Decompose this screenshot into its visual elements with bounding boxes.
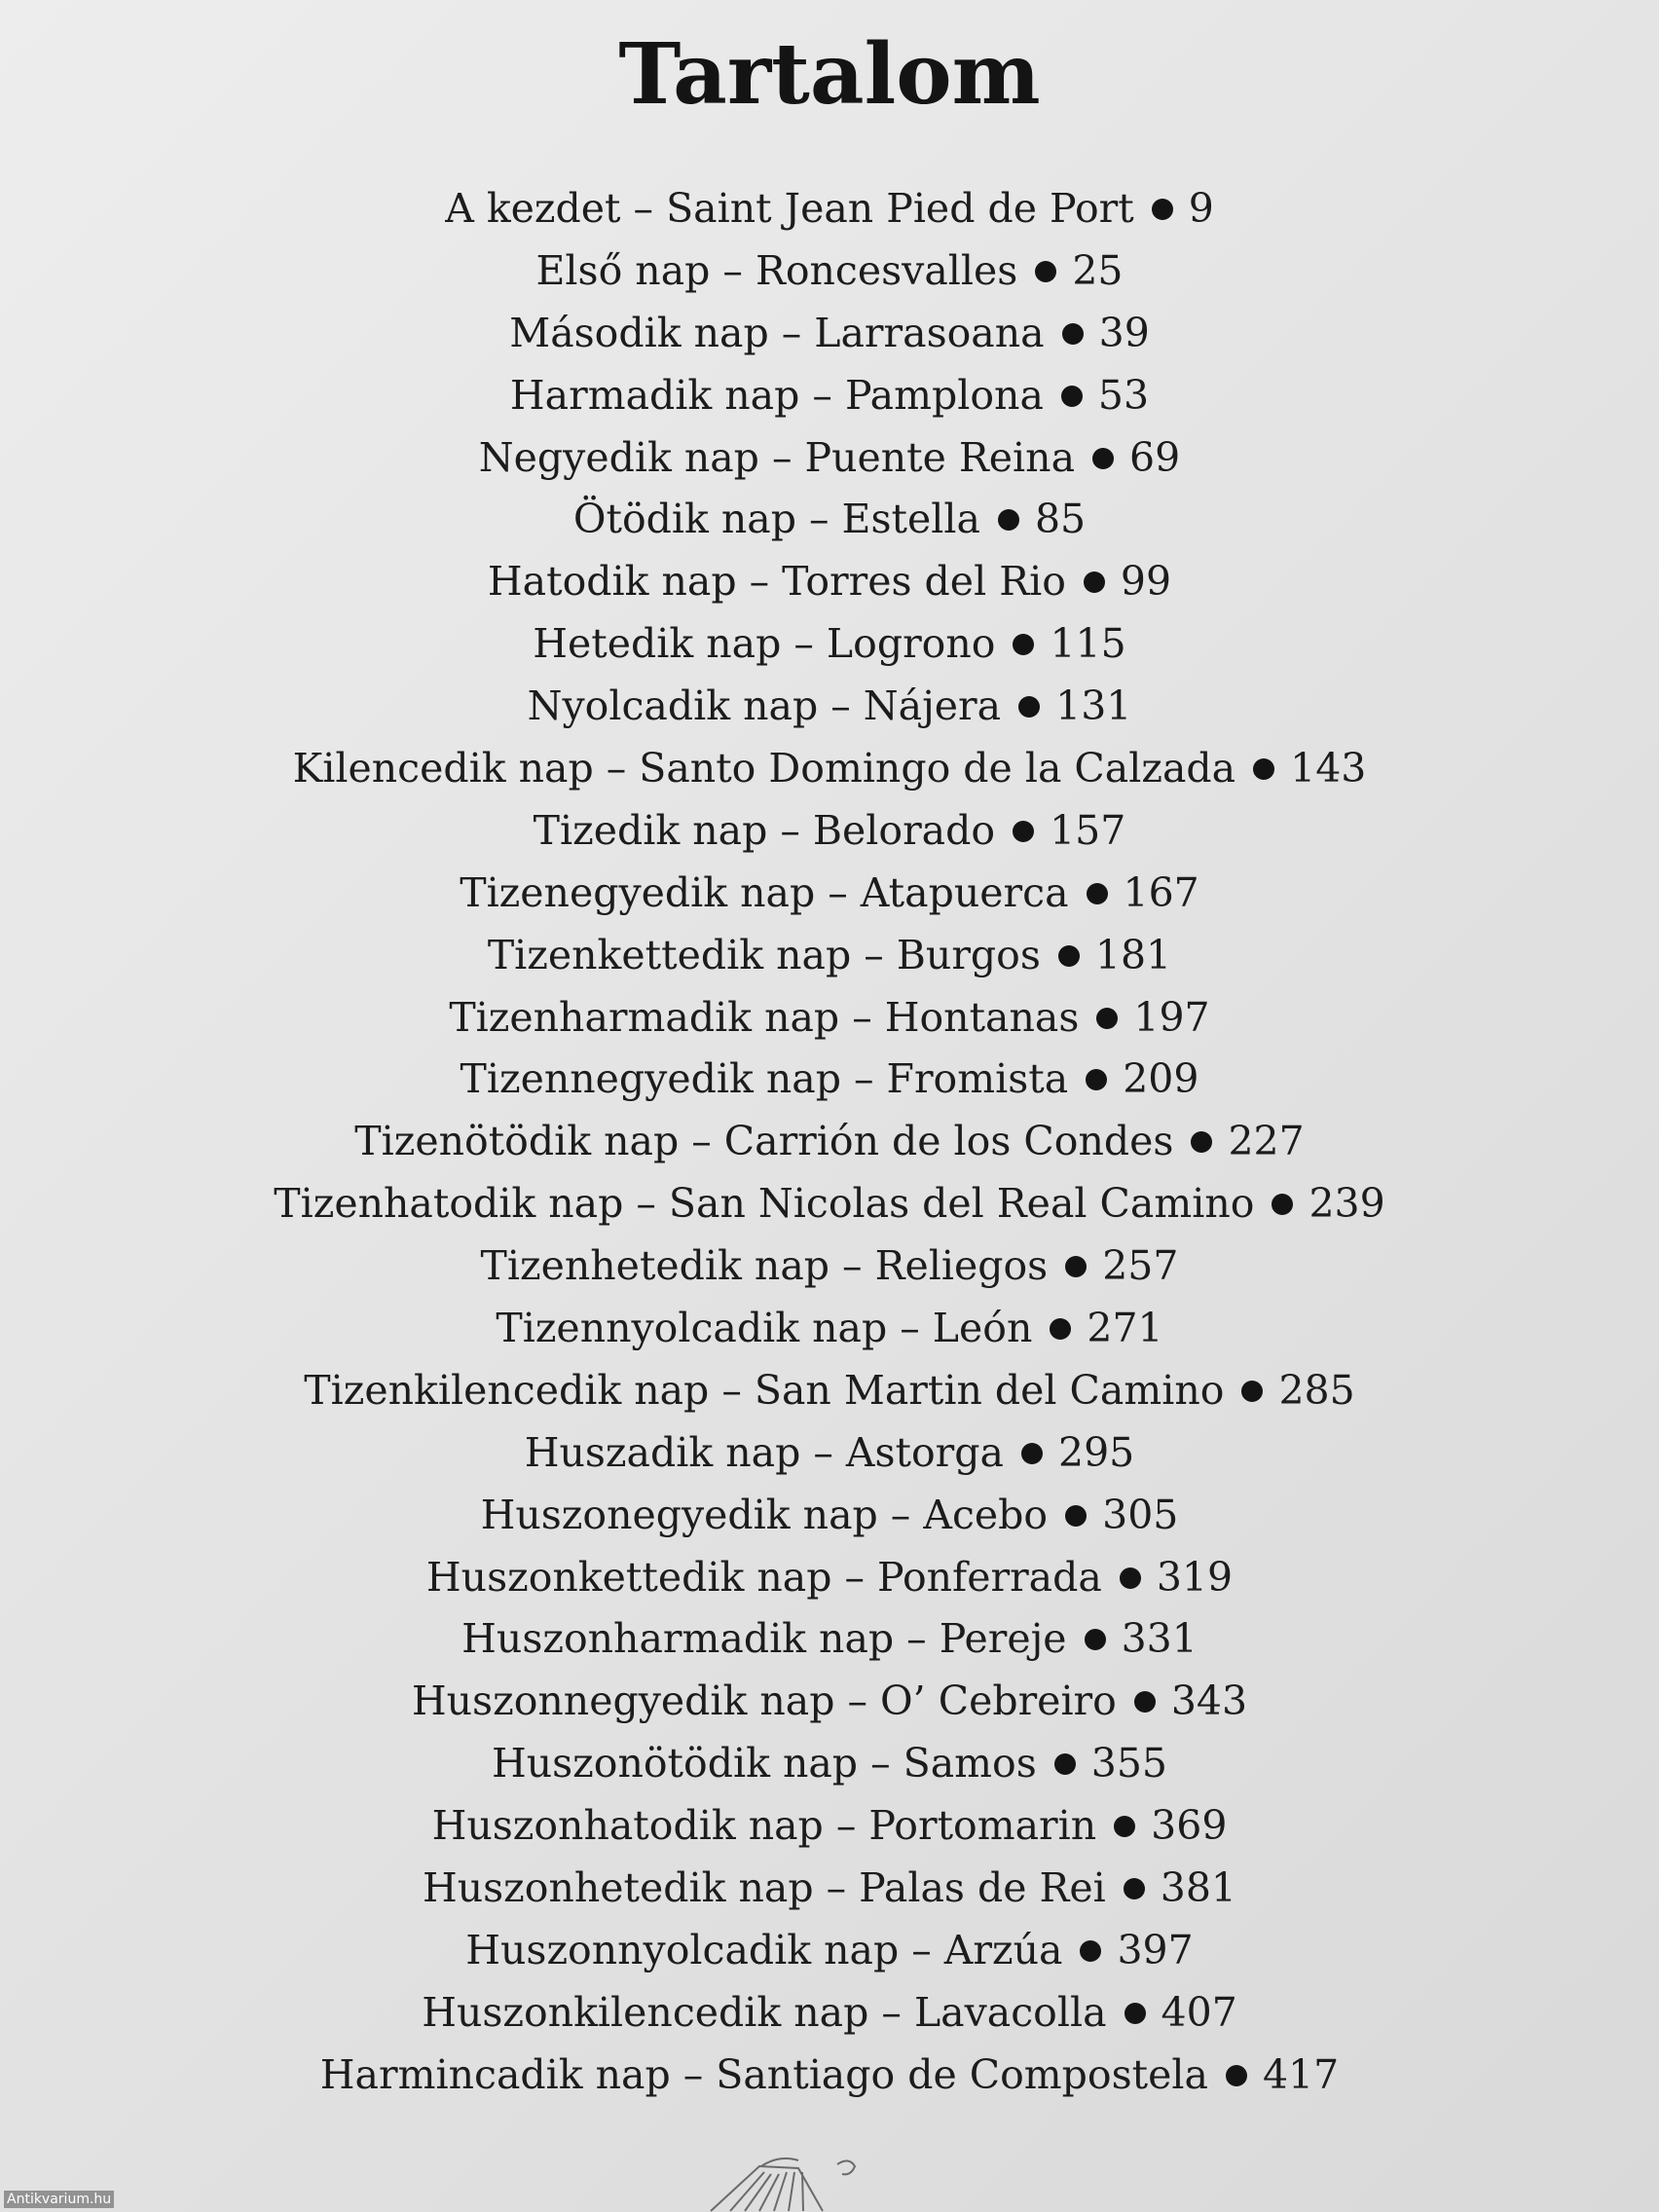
entry-title: Huszonegyedik nap – Acebo xyxy=(480,1491,1049,1538)
toc-entry xyxy=(0,676,1659,738)
bullet-icon xyxy=(998,509,1019,531)
entry-page-number: 39 xyxy=(1098,309,1150,356)
entry-page-number: 53 xyxy=(1097,371,1150,419)
entry-title: Huszonhetedik nap – Palas de Rei xyxy=(422,1864,1106,1912)
bullet-icon xyxy=(1065,1256,1087,1277)
entry-title: Huszonkettedik nap – Ponferrada xyxy=(425,1553,1102,1601)
toc-entry xyxy=(0,1920,1659,1982)
entry-page-number: 397 xyxy=(1117,1926,1194,1973)
bullet-icon xyxy=(1226,2065,1247,2086)
toc-entry xyxy=(0,178,1659,240)
entry-title: Harmadik nap – Pamplona xyxy=(509,371,1044,419)
bullet-icon xyxy=(1092,448,1114,469)
toc-entry xyxy=(0,1360,1659,1422)
bullet-icon xyxy=(1124,2003,1146,2024)
entry-page-number: 295 xyxy=(1057,1428,1135,1476)
entry-page-number: 331 xyxy=(1121,1615,1198,1663)
entry-page-number: 271 xyxy=(1087,1305,1163,1352)
entry-page-number: 99 xyxy=(1120,558,1172,606)
toc-entry xyxy=(0,365,1659,427)
bullet-icon xyxy=(1272,1194,1293,1215)
bullet-icon xyxy=(1065,1505,1087,1527)
entry-page-number: 319 xyxy=(1156,1553,1234,1601)
toc-entry xyxy=(0,1671,1659,1733)
entry-page-number: 257 xyxy=(1102,1242,1179,1290)
bullet-icon xyxy=(1085,1629,1106,1650)
toc-entry xyxy=(0,1982,1659,2045)
bullet-icon xyxy=(1086,1069,1107,1090)
table-of-contents xyxy=(0,178,1659,2107)
toc-entry xyxy=(0,1422,1659,1485)
entry-page-number: 157 xyxy=(1050,806,1126,854)
entry-page-number: 69 xyxy=(1129,433,1181,481)
entry-title: Tizenhetedik nap – Reliegos xyxy=(480,1242,1049,1290)
toc-entry xyxy=(0,489,1659,551)
entry-title: Második nap – Larrasoana xyxy=(509,309,1045,356)
entry-title: Huszadik nap – Astorga xyxy=(524,1428,1004,1476)
bullet-icon xyxy=(1241,1381,1263,1402)
entry-page-number: 25 xyxy=(1072,246,1124,294)
toc-entry xyxy=(0,1049,1659,1111)
entry-title: Tizennyolcadik nap – León xyxy=(496,1305,1033,1352)
entry-page-number: 407 xyxy=(1161,1988,1237,2036)
entry-title: Nyolcadik nap – Nájera xyxy=(527,682,1002,730)
watermark: Antikvarium.hu xyxy=(4,2191,114,2208)
entry-title: Kilencedik nap – Santo Domingo de la Calzada xyxy=(292,745,1236,793)
toc-entry xyxy=(0,1547,1659,1609)
toc-entry xyxy=(0,1485,1659,1547)
ornament-illustration xyxy=(701,2147,866,2212)
toc-entry xyxy=(0,800,1659,863)
entry-title: Huszonharmadik nap – Pereje xyxy=(461,1615,1067,1663)
bullet-icon xyxy=(1096,1008,1118,1029)
entry-title: Huszonnegyedik nap – O’ Cebreiro xyxy=(411,1677,1117,1725)
entry-page-number: 369 xyxy=(1151,1802,1228,1850)
entry-title: Tizenegyedik nap – Atapuerca xyxy=(460,868,1069,916)
bullet-icon xyxy=(1050,1318,1071,1340)
toc-entry xyxy=(0,1733,1659,1795)
entry-title: Tizennegyedik nap – Fromista xyxy=(460,1055,1069,1103)
bullet-icon xyxy=(1253,758,1274,780)
entry-title: Tizenötödik nap – Carrión de los Condes xyxy=(354,1118,1174,1165)
toc-entry xyxy=(0,1795,1659,1858)
bullet-icon xyxy=(1114,1816,1135,1837)
bullet-icon xyxy=(1035,261,1056,282)
bullet-icon xyxy=(1018,696,1040,718)
entry-page-number: 343 xyxy=(1170,1677,1248,1725)
entry-page-number: 381 xyxy=(1160,1864,1237,1912)
bullet-icon xyxy=(1134,1691,1156,1713)
toc-entry xyxy=(0,1111,1659,1173)
toc-entry xyxy=(0,613,1659,676)
page-title: Tartalom xyxy=(618,25,1041,124)
toc-entry xyxy=(0,863,1659,925)
entry-page-number: 9 xyxy=(1188,185,1214,232)
entry-page-number: 115 xyxy=(1050,620,1126,668)
toc-entry xyxy=(0,2045,1659,2107)
entry-title: Tizenhatodik nap – San Nicolas del Real Camino xyxy=(274,1180,1255,1228)
entry-page-number: 239 xyxy=(1309,1180,1385,1228)
entry-page-number: 85 xyxy=(1034,496,1087,543)
entry-page-number: 131 xyxy=(1055,682,1132,730)
entry-title: Tizedik nap – Belorado xyxy=(533,806,996,854)
bullet-icon xyxy=(1087,883,1108,904)
bullet-icon xyxy=(1062,323,1084,345)
entry-title: Ötödik nap – Estella xyxy=(572,496,980,543)
entry-page-number: 305 xyxy=(1102,1491,1179,1538)
toc-entry xyxy=(0,738,1659,800)
bullet-icon xyxy=(1013,821,1034,842)
toc-entry xyxy=(0,240,1659,303)
entry-title: Harmincadik nap – Santiago de Compostela xyxy=(319,2050,1208,2098)
bullet-icon xyxy=(1013,634,1034,655)
entry-title: Huszonötödik nap – Samos xyxy=(491,1740,1037,1788)
toc-entry xyxy=(0,551,1659,613)
entry-page-number: 227 xyxy=(1228,1118,1305,1165)
entry-title: Tizenharmadik nap – Hontanas xyxy=(449,993,1080,1041)
toc-entry xyxy=(0,1858,1659,1920)
toc-entry xyxy=(0,987,1659,1050)
entry-title: Huszonhatodik nap – Portomarin xyxy=(431,1802,1097,1850)
entry-title: Negyedik nap – Puente Reina xyxy=(478,433,1076,481)
entry-title: Tizenkilencedik nap – San Martin del Camino xyxy=(304,1366,1225,1414)
entry-title: Huszonnyolcadik nap – Arzúa xyxy=(465,1926,1063,1973)
bullet-icon xyxy=(1084,571,1105,593)
toc-entry xyxy=(0,1173,1659,1235)
entry-page-number: 197 xyxy=(1133,993,1210,1041)
entry-page-number: 181 xyxy=(1094,931,1172,978)
bullet-icon xyxy=(1061,386,1083,407)
bullet-icon xyxy=(1058,945,1080,967)
bullet-icon xyxy=(1152,199,1173,220)
entry-page-number: 209 xyxy=(1123,1055,1199,1103)
bullet-icon xyxy=(1080,1940,1101,1962)
bullet-icon xyxy=(1191,1131,1212,1153)
entry-title: Huszonkilencedik nap – Lavacolla xyxy=(422,1988,1107,2036)
toc-entry xyxy=(0,303,1659,365)
entry-page-number: 285 xyxy=(1278,1366,1355,1414)
entry-page-number: 355 xyxy=(1090,1740,1168,1788)
entry-title: A kezdet – Saint Jean Pied de Port xyxy=(445,185,1134,232)
bullet-icon xyxy=(1124,1878,1145,1899)
bullet-icon xyxy=(1054,1753,1076,1775)
entry-title: Tizenkettedik nap – Burgos xyxy=(487,931,1041,978)
entry-page-number: 143 xyxy=(1290,745,1367,793)
bullet-icon xyxy=(1120,1567,1141,1589)
entry-title: Hatodik nap – Torres del Rio xyxy=(487,558,1066,606)
toc-entry xyxy=(0,1235,1659,1298)
entry-page-number: 167 xyxy=(1123,868,1199,916)
toc-entry xyxy=(0,1298,1659,1360)
toc-entry xyxy=(0,1608,1659,1671)
toc-entry xyxy=(0,427,1659,490)
toc-entry xyxy=(0,925,1659,987)
entry-page-number: 417 xyxy=(1262,2050,1340,2098)
entry-title: Hetedik nap – Logrono xyxy=(533,620,996,668)
entry-title: Első nap – Roncesvalles xyxy=(535,246,1018,294)
bullet-icon xyxy=(1021,1443,1043,1464)
